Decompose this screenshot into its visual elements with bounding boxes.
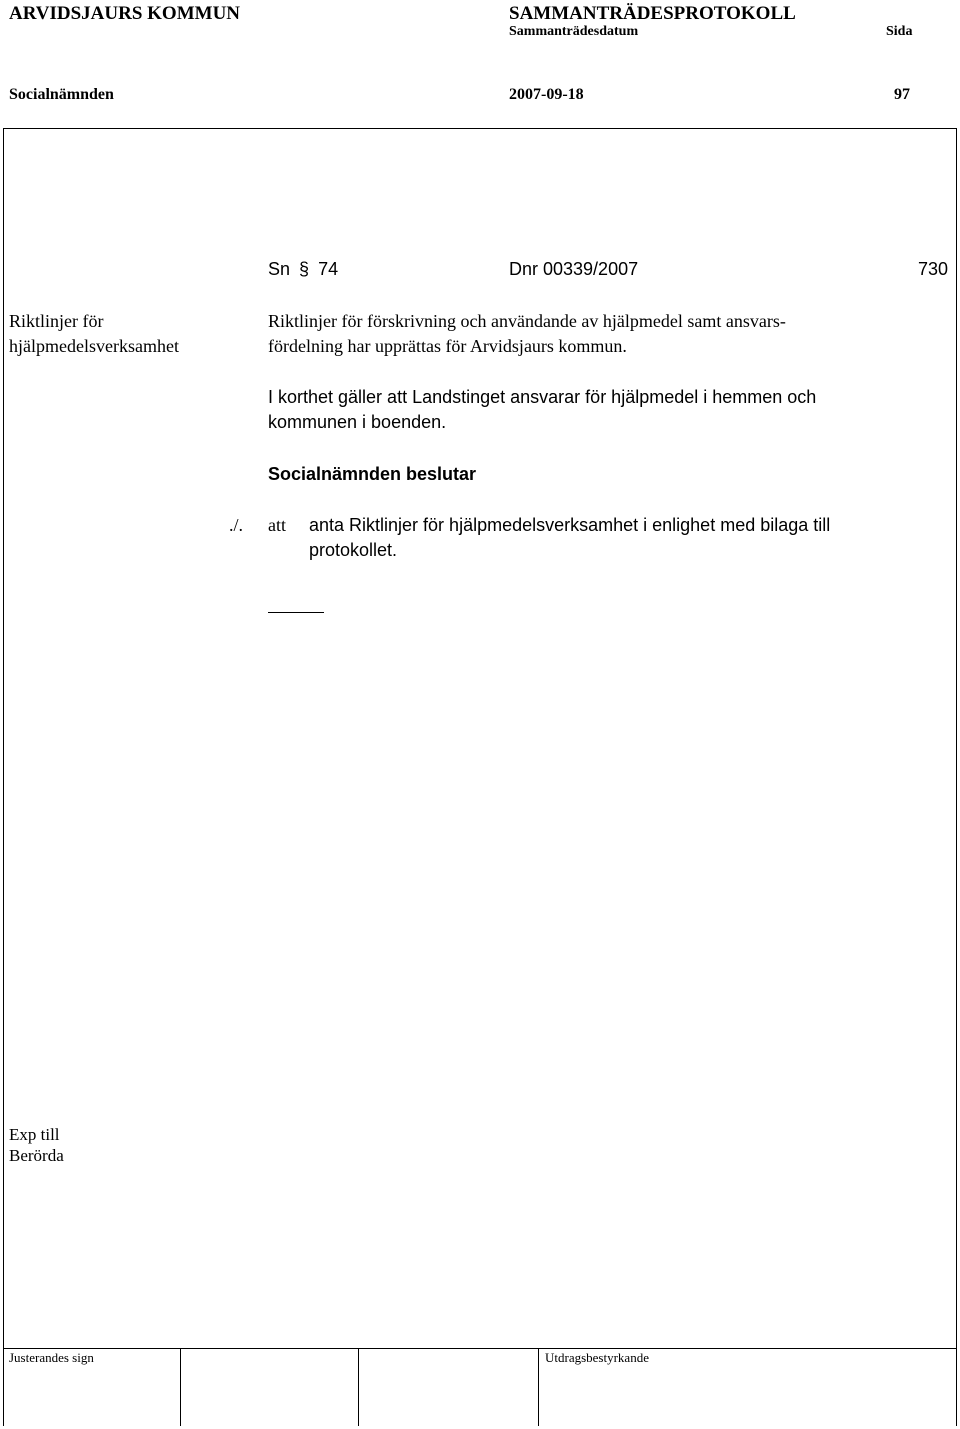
- distribution-label: Exp till: [9, 1125, 60, 1144]
- decision-att: att: [268, 515, 286, 535]
- decision-heading: Socialnämnden beslutar: [268, 464, 477, 484]
- body-line2: kommunen i boenden.: [268, 412, 447, 432]
- decision-line2: protokollet.: [309, 540, 398, 560]
- extract-label: Utdragsbestyrkande: [545, 1350, 649, 1365]
- paragraph-prefix: Sn: [268, 259, 291, 279]
- paragraph-id: [268, 257, 338, 282]
- attachment-mark: ./.: [229, 515, 244, 535]
- paragraph-number: 74: [318, 259, 339, 279]
- distribution-recipient: Berörda: [9, 1146, 64, 1165]
- footer-separator-3: [538, 1348, 539, 1426]
- footer-divider: [3, 1348, 957, 1349]
- municipality-name: ARVIDSJAURS KOMMUN: [9, 3, 241, 24]
- body-line1: I korthet gäller att Landstinget ansvarar för hjälpmedel i hemmen och: [268, 387, 817, 407]
- footer-separator-2: [358, 1348, 359, 1426]
- margin-title-line1: Riktlinjer för: [9, 311, 104, 331]
- meeting-date: 2007-09-18: [509, 86, 584, 103]
- paragraph-symbol: §: [299, 259, 310, 279]
- margin-title-line2: hjälpmedelsverksamhet: [9, 336, 179, 356]
- footer-separator-1: [180, 1348, 181, 1426]
- meeting-date-label: Sammanträdesdatum: [509, 24, 639, 39]
- decision-line1: anta Riktlinjer för hjälpmedelsverksamhet i enlighet med bilaga till: [309, 515, 831, 535]
- intro-line1: Riktlinjer för förskrivning och användande av hjälpmedel samt ansvars-: [268, 311, 786, 331]
- signature-label: Justerandes sign: [9, 1350, 94, 1365]
- page-label: Sida: [886, 24, 913, 39]
- dnr: Dnr 00339/2007: [509, 259, 639, 279]
- document-type: SAMMANTRÄDESPROTOKOLL: [509, 3, 796, 24]
- page-number: 97: [894, 86, 910, 103]
- end-of-section-line: [268, 612, 324, 613]
- committee-name: Socialnämnden: [9, 86, 114, 103]
- case-code: 730: [918, 259, 949, 279]
- intro-line2: fördelning har upprättas för Arvidsjaurs kommun.: [268, 336, 627, 356]
